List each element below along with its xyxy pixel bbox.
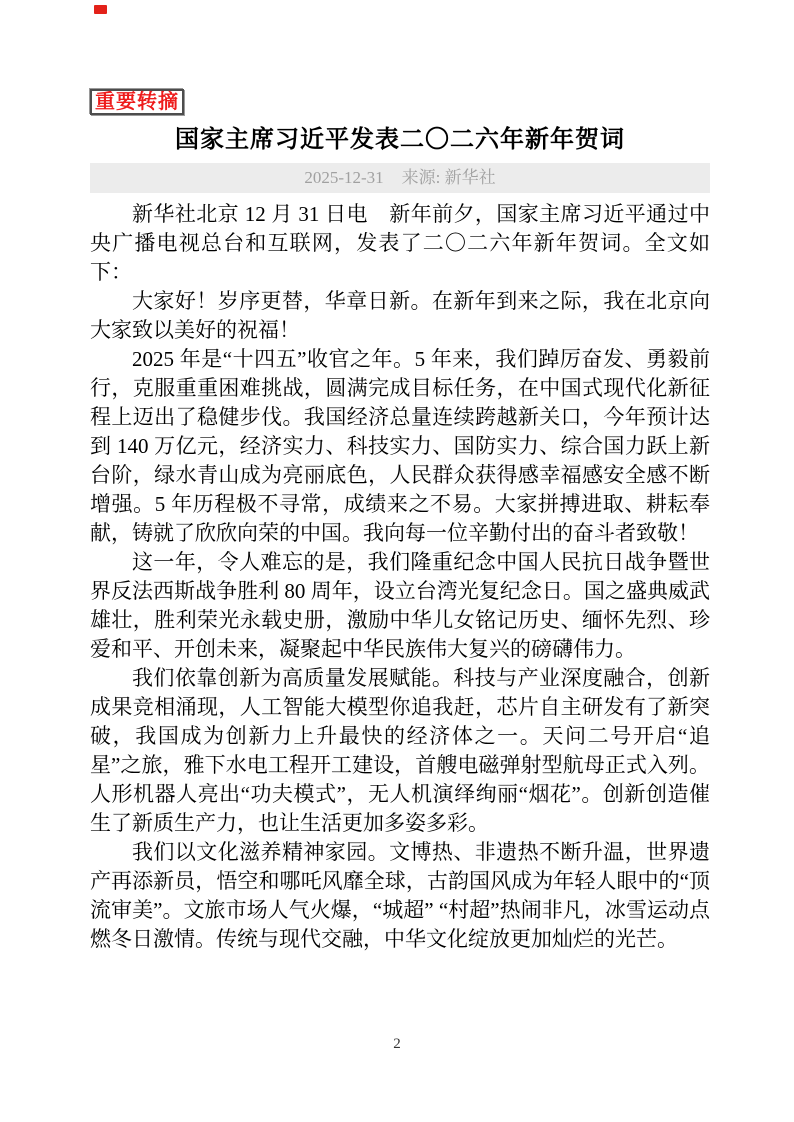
page-number: 2: [393, 1036, 401, 1052]
paragraph: 我们以文化滋养精神家园。文博热、非遗热不断升温，世界遗产再添新员，悟空和哪吒风靡全球，古韵国风成为年轻人眼中的“顶流审美”。文旅市场人气火爆，“城超” “村超”热闹非凡，冰雪运动点燃冬日激情。传统与现代交融，中华文化绽放更加灿烂的光芒。: [90, 840, 710, 951]
paragraph: 大家好！岁序更替，华章日新。在新年到来之际，我在北京向大家致以美好的祝福！: [90, 289, 710, 342]
paragraph: 我们依靠创新为高质量发展赋能。科技与产业深度融合，创新成果竞相涌现，人工智能大模型你追我赶，芯片自主研发有了新突破，我国成为创新力上升最快的经济体之一。天问二号开启“追星”之旅，雅下水电工程开工建设，首艘电磁弹射型航母正式入列。人形机器人亮出“功夫模式”，无人机演绎绚丽“烟花”。创新创造催生了新质生产力，也让生活更加多姿多彩。: [90, 666, 710, 835]
page-title: 国家主席习近平发表二〇二六年新年贺词: [175, 126, 625, 153]
important-excerpt-badge: 重要转摘: [90, 89, 184, 115]
paragraph: 这一年，令人难忘的是，我们隆重纪念中国人民抗日战争暨世界反法西斯战争胜利 80 周年，设立台湾光复纪念日。国之盛典威武雄壮，胜利荣光永载史册，激励中华儿女铭记历史、缅怀先烈、珍爱和平、开创未来，凝聚起中华民族伟大复兴的磅礴伟力。: [90, 550, 710, 661]
paragraph: 新华社北京 12 月 31 日电 新年前夕，国家主席习近平通过中央广播电视总台和互联网，发表了二〇二六年新年贺词。全文如下：: [90, 202, 710, 284]
meta-source: 来源: 新华社: [401, 168, 496, 187]
meta-date: 2025-12-31: [304, 168, 384, 187]
meta-bar: [90, 163, 710, 193]
paragraph: 2025 年是“十四五”收官之年。5 年来，我们踔厉奋发、勇毅前行，克服重重困难挑战，圆满完成目标任务，在中国式现代化新征程上迈出了稳健步伐。我国经济总量连续跨越新关口，今年预计达到 140 万亿元，经济实力、科技实力、国防实力、综合国力跃上新台阶，绿水青山成为亮丽底色，人民群众获得感幸福感安全感不断增强。5 年历程极不寻常，成绩来之不易。大家拼搏进取、耕耘奉献，铸就了欣欣向荣的中国。我向每一位辛勤付出的奋斗者致敬！: [90, 347, 710, 545]
page-content: [90, 0, 710, 954]
article-body: [90, 200, 710, 954]
